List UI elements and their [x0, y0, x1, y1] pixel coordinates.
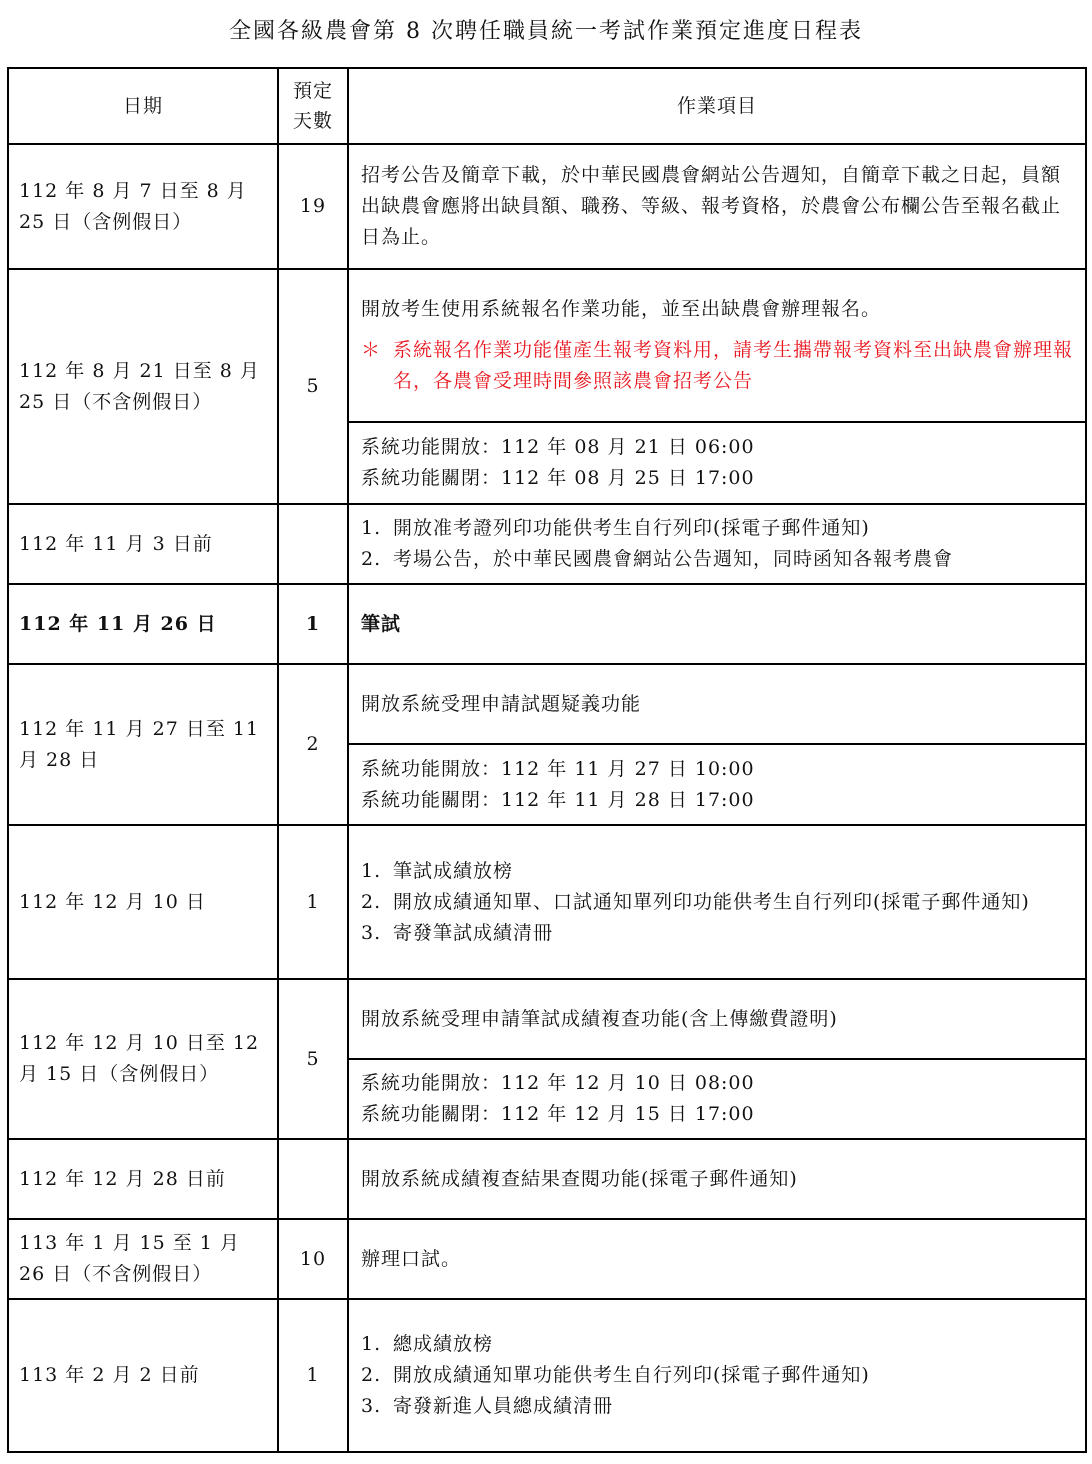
- list-item: [361, 918, 1075, 949]
- row-item-times: [348, 422, 1086, 504]
- row-date: 112 年 11 月 26 日: [8, 584, 278, 664]
- header-item: 作業項目: [348, 68, 1086, 144]
- header-days-line2: 天數: [292, 110, 333, 132]
- row-days: 2: [278, 664, 348, 825]
- row-date: 113 年 1 月 15 至 1 月 26 日（不含例假日）: [8, 1219, 278, 1299]
- row-item: [348, 1299, 1086, 1452]
- system-open-time: 系統功能開放：112 年 08 月 21 日 06:00: [361, 436, 755, 458]
- system-close-time: 系統功能關閉：112 年 12 月 15 日 17:00: [361, 1103, 755, 1125]
- list-text: 總成績放榜: [393, 1333, 494, 1355]
- page-title: 全國各級農會第 8 次聘任職員統一考試作業預定進度日程表: [229, 19, 863, 44]
- system-close-time: 系統功能關閉：112 年 08 月 25 日 17:00: [361, 467, 755, 489]
- system-open-time: 系統功能開放：112 年 12 月 10 日 08:00: [361, 1072, 755, 1094]
- row-item: 筆試: [348, 584, 1086, 664]
- row-days: 1: [278, 1299, 348, 1452]
- warning-note: [361, 335, 1075, 397]
- list-number: 2.: [361, 548, 382, 570]
- list-number: 2.: [361, 1364, 382, 1386]
- row-days: 5: [278, 269, 348, 504]
- list-number: 3.: [361, 1395, 382, 1417]
- list-number: 1.: [361, 517, 382, 539]
- list-text: 考場公告，於中華民國農會網站公告週知，同時函知各報考農會: [393, 548, 954, 570]
- table-row: [8, 979, 1086, 1059]
- row-item: 開放系統成績複查結果查閱功能(採電子郵件通知): [348, 1139, 1086, 1219]
- row-days: [278, 504, 348, 584]
- row-item: 開放系統受理申請筆試成績複查功能(含上傳繳費證明): [348, 979, 1086, 1059]
- list-text: 寄發筆試成績清冊: [393, 921, 554, 944]
- list-item: [361, 1329, 1075, 1360]
- row-days: 10: [278, 1219, 348, 1299]
- table-row: [8, 584, 1086, 664]
- list-text: 寄發新進人員總成績清冊: [393, 1395, 614, 1417]
- table-row: [8, 1219, 1086, 1299]
- table-row: [8, 504, 1086, 584]
- row-days: 1: [278, 584, 348, 664]
- list-text: 筆試成績放榜: [393, 859, 514, 882]
- row-days: 1: [278, 825, 348, 979]
- row-date: 112 年 11 月 3 日前: [8, 504, 278, 584]
- row-item-times: [348, 744, 1086, 825]
- list-number: 1.: [361, 859, 382, 882]
- header-date: 日期: [8, 68, 278, 144]
- warning-note-text: 系統報名作業功能僅產生報考資料用，請考生攜帶報考資料至出缺農會辦理報名，各農會受理時間參照該農會招考公告: [393, 339, 1074, 392]
- header-row: [8, 68, 1086, 144]
- list-item: [361, 1360, 1075, 1391]
- row-date: 112 年 12 月 28 日前: [8, 1139, 278, 1219]
- table-row: [8, 825, 1086, 979]
- row-item: [348, 504, 1086, 584]
- table-row: [8, 269, 1086, 422]
- list-item: [361, 856, 1075, 887]
- header-days: [278, 68, 348, 144]
- table-row: [8, 1299, 1086, 1452]
- list-item: [361, 544, 1075, 575]
- row-item: 開放系統受理申請試題疑義功能: [348, 664, 1086, 744]
- list-item: [361, 513, 1075, 544]
- header-days-line1: 預定: [292, 80, 333, 102]
- asterisk-icon: ＊: [361, 339, 382, 361]
- row-item: [348, 825, 1086, 979]
- table-row: [8, 1139, 1086, 1219]
- list-text: 開放成績通知單、口試通知單列印功能供考生自行列印(採電子郵件通知): [393, 890, 1030, 913]
- row-item-text: 開放考生使用系統報名作業功能，並至出缺農會辦理報名。: [361, 298, 882, 320]
- table-row: [8, 144, 1086, 269]
- row-date: 112 年 8 月 21 日至 8 月 25 日（不含例假日）: [8, 269, 278, 504]
- row-days: [278, 1139, 348, 1219]
- row-days: 5: [278, 979, 348, 1139]
- list-item: [361, 1391, 1075, 1422]
- row-date: 112 年 8 月 7 日至 8 月 25 日（含例假日）: [8, 144, 278, 269]
- row-date: 112 年 11 月 27 日至 11 月 28 日: [8, 664, 278, 825]
- list-number: 3.: [361, 921, 382, 944]
- list-text: 開放准考證列印功能供考生自行列印(採電子郵件通知): [393, 517, 870, 539]
- row-item: 辦理口試。: [348, 1219, 1086, 1299]
- row-date: 112 年 12 月 10 日: [8, 825, 278, 979]
- list-number: 2.: [361, 890, 382, 913]
- table-row: [8, 664, 1086, 744]
- schedule-table: [7, 67, 1087, 1453]
- list-text: 開放成績通知單功能供考生自行列印(採電子郵件通知): [393, 1364, 870, 1386]
- row-item: [348, 269, 1086, 422]
- row-item: 招考公告及簡章下載，於中華民國農會網站公告週知，自簡章下載之日起，員額出缺農會應將出缺員額、職務、等級、報考資格，於農會公布欄公告至報名截止日為止。: [348, 144, 1086, 269]
- row-date: 113 年 2 月 2 日前: [8, 1299, 278, 1452]
- row-item-times: [348, 1059, 1086, 1139]
- list-item: [361, 887, 1075, 918]
- list-number: 1.: [361, 1333, 382, 1355]
- row-days: 19: [278, 144, 348, 269]
- system-close-time: 系統功能關閉：112 年 11 月 28 日 17:00: [361, 788, 755, 811]
- system-open-time: 系統功能開放：112 年 11 月 27 日 10:00: [361, 757, 755, 780]
- row-date: 112 年 12 月 10 日至 12 月 15 日（含例假日）: [8, 979, 278, 1139]
